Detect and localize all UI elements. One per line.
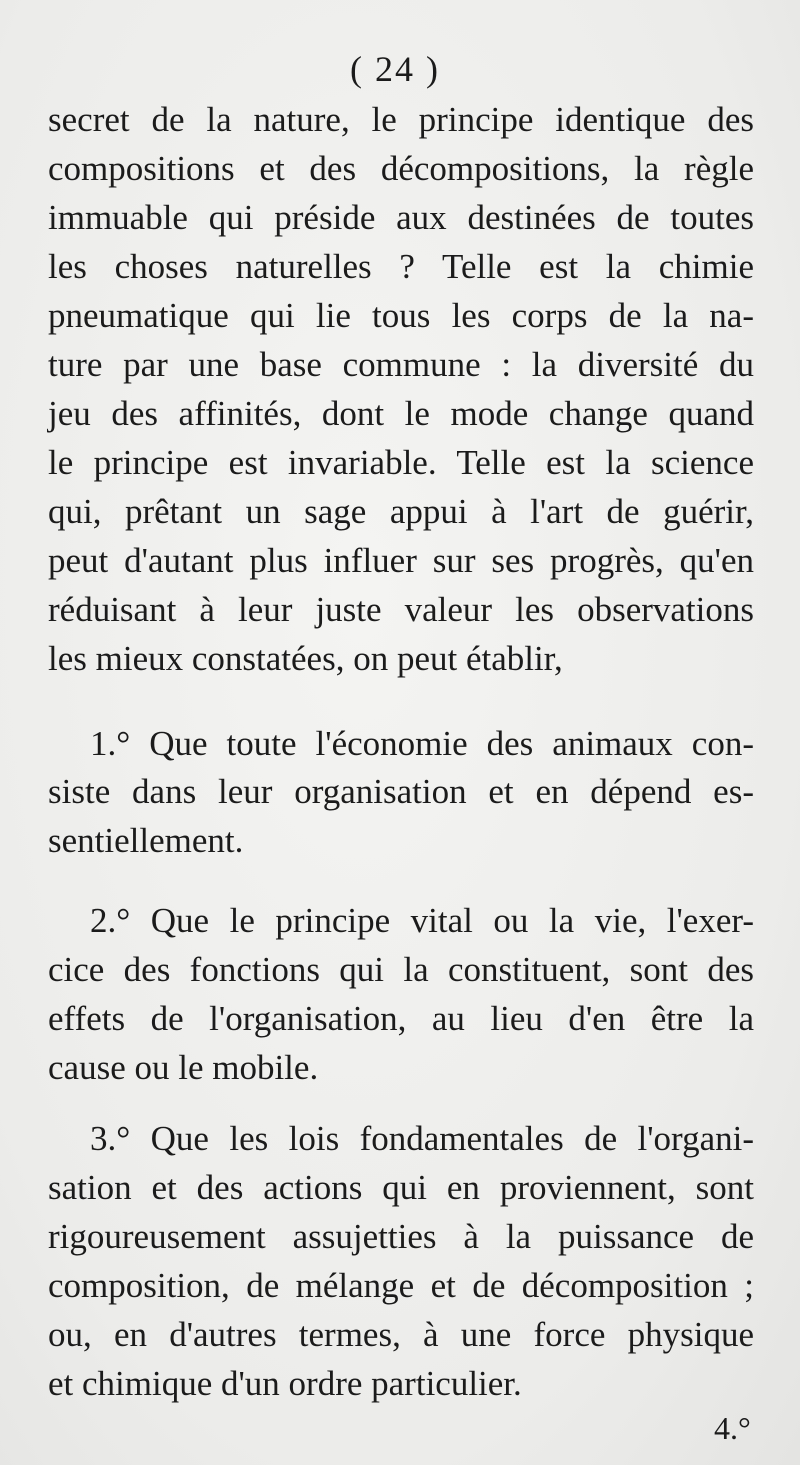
text-line: secret de la nature, le principe identique des	[48, 100, 754, 139]
paragraph-3-line: sation et des actions qui en proviennent, sont	[48, 1168, 754, 1207]
paragraph-2-line: 2.° Que le principe vital ou la vie, l'exer-	[90, 901, 754, 940]
paragraph-1-line: 1.° Que toute l'économie des animaux con-	[90, 724, 754, 763]
paragraph-2-line: effets de l'organisation, au lieu d'en être la	[48, 999, 754, 1038]
text-line: ture par une base commune : la diversité du	[48, 345, 754, 384]
catchword: 4.°	[714, 1410, 751, 1446]
text-line: compositions et des décompositions, la règle	[48, 149, 754, 188]
paragraph-1-line: sentiellement.	[48, 821, 244, 860]
text-line: les mieux constatées, on peut établir,	[48, 639, 563, 678]
paragraph-3-line: rigoureusement assujetties à la puissance de	[48, 1217, 754, 1256]
paragraph-2-line: cice des fonctions qui la constituent, sont des	[48, 950, 754, 989]
text-line: jeu des affinités, dont le mode change quand	[48, 394, 754, 433]
paragraph-3-line: et chimique d'un ordre particulier.	[48, 1364, 522, 1403]
text-line: les choses naturelles ? Telle est la chimie	[48, 247, 754, 286]
page-number: ( 24 )	[350, 49, 440, 89]
text-line: pneumatique qui lie tous les corps de la na-	[48, 296, 754, 335]
paragraph-3-line: ou, en d'autres termes, à une force physique	[48, 1315, 754, 1354]
paragraph-3-line: composition, de mélange et de décomposition ;	[48, 1266, 754, 1305]
text-line: immuable qui préside aux destinées de toutes	[48, 198, 754, 237]
paragraph-3-line: 3.° Que les lois fondamentales de l'organi-	[90, 1119, 754, 1158]
paragraph-2-line: cause ou le mobile.	[48, 1048, 319, 1087]
text-line: qui, prêtant un sage appui à l'art de guérir,	[48, 492, 754, 531]
text-line: peut d'autant plus influer sur ses progrès, qu'en	[48, 541, 754, 580]
text-line: le principe est invariable. Telle est la science	[48, 443, 754, 482]
paragraph-1-line: siste dans leur organisation et en dépend es-	[48, 772, 754, 811]
text-line: réduisant à leur juste valeur les observations	[48, 590, 754, 629]
